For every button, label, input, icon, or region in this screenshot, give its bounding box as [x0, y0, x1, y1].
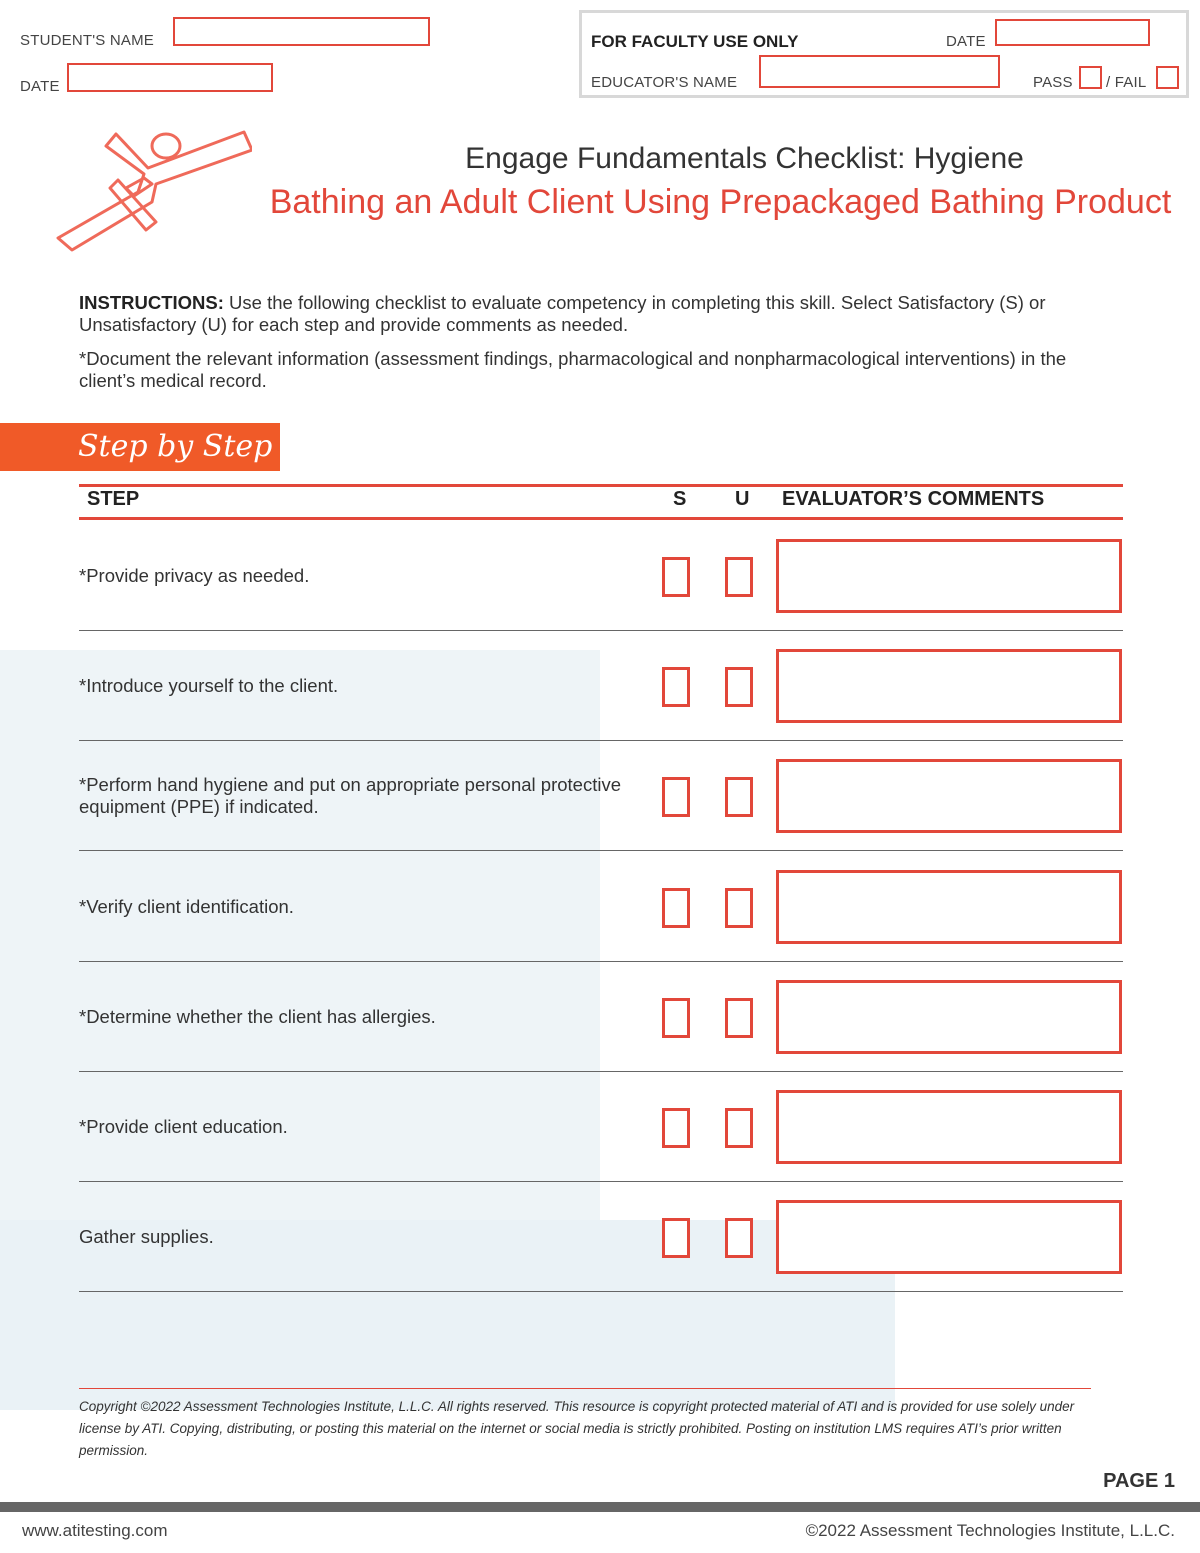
table-row [79, 631, 1123, 741]
copyright-notice: Copyright ©2022 Assessment Technologies Institute, L.L.C. All rights reserved. This resource is copyright protected material of ATI and is provided for use solely under license by ATI. Copying, distributing, or posting this material on the internet or social media is strictly prohibited. Posting on institution LMS requires ATI’s prior written permission. [79, 1399, 1075, 1458]
faculty-date-label: DATE [946, 33, 986, 50]
table-row [79, 852, 1123, 962]
instructions-text: Use the following checklist to evaluate competency in completing this skill. Select Satisfactory (S) or Unsatisfactory (U) for each step and provide comments as needed. [79, 292, 1046, 335]
page-number: PAGE 1 [1103, 1470, 1175, 1492]
column-header-step: STEP [87, 488, 140, 510]
company-copyright: ©2022 Assessment Technologies Institute, L.L.C. [805, 1521, 1175, 1540]
column-header-comments: EVALUATOR’S COMMENTS [782, 488, 1045, 510]
fail-checkbox[interactable] [1156, 66, 1179, 89]
column-header-s: S [673, 488, 687, 510]
instructions-label: INSTRUCTIONS: [79, 292, 224, 313]
website-link[interactable]: www.atitesting.com [22, 1521, 168, 1540]
unsatisfactory-checkbox[interactable] [725, 1218, 753, 1258]
step-text: *Provide client education. [79, 1115, 288, 1137]
step-text: Gather supplies. [79, 1225, 214, 1247]
satisfactory-checkbox[interactable] [662, 667, 690, 707]
ati-logo-icon [48, 126, 252, 268]
unsatisfactory-checkbox[interactable] [725, 557, 753, 597]
skill-title: Bathing an Adult Client Using Prepackaged Bathing Product [269, 183, 1172, 221]
satisfactory-checkbox[interactable] [662, 1108, 690, 1148]
step-text: *Introduce yourself to the client. [79, 674, 339, 696]
faculty-title: FOR FACULTY USE ONLY [591, 32, 799, 51]
educator-name-label: EDUCATOR'S NAME [591, 74, 738, 91]
table-row [79, 1072, 1123, 1182]
copyright-divider [79, 1388, 1091, 1389]
satisfactory-checkbox[interactable] [662, 557, 690, 597]
step-text: *Perform hand hygiene and put on appropriate personal protective equipment (PPE) if indicated. [79, 773, 621, 817]
section-banner-label: Step by Step [78, 429, 273, 464]
educator-name-field[interactable] [759, 55, 1000, 88]
satisfactory-checkbox[interactable] [662, 777, 690, 817]
column-header-u: U [735, 488, 750, 510]
footer-divider [0, 1502, 1200, 1512]
student-date-field[interactable] [67, 63, 273, 92]
student-name-label: STUDENT'S NAME [20, 32, 155, 49]
fail-label: / FAIL [1106, 74, 1147, 91]
table-row [79, 521, 1123, 631]
comment-field[interactable] [776, 649, 1122, 723]
comment-field[interactable] [776, 980, 1122, 1054]
student-name-field[interactable] [173, 17, 430, 46]
faculty-date-field[interactable] [995, 19, 1150, 46]
table-row [79, 962, 1123, 1072]
pass-label: PASS [1033, 74, 1073, 91]
comment-field[interactable] [776, 539, 1122, 613]
comment-field[interactable] [776, 1200, 1122, 1274]
step-text: *Determine whether the client has allergies. [79, 1005, 436, 1027]
satisfactory-checkbox[interactable] [662, 888, 690, 928]
step-text: *Verify client identification. [79, 895, 294, 917]
unsatisfactory-checkbox[interactable] [725, 1108, 753, 1148]
unsatisfactory-checkbox[interactable] [725, 777, 753, 817]
comment-field[interactable] [776, 759, 1122, 833]
unsatisfactory-checkbox[interactable] [725, 998, 753, 1038]
pass-checkbox[interactable] [1079, 66, 1102, 89]
unsatisfactory-checkbox[interactable] [725, 888, 753, 928]
unsatisfactory-checkbox[interactable] [725, 667, 753, 707]
step-text: *Provide privacy as needed. [79, 564, 310, 586]
instructions-paragraph [79, 292, 1069, 336]
satisfactory-checkbox[interactable] [662, 998, 690, 1038]
satisfactory-checkbox[interactable] [662, 1218, 690, 1258]
instructions [79, 292, 1069, 404]
checklist-title: Engage Fundamentals Checklist: Hygiene [465, 142, 1024, 175]
table-row [79, 741, 1123, 851]
comment-field[interactable] [776, 1090, 1122, 1164]
table-row [79, 1182, 1123, 1292]
documentation-note: *Document the relevant information (assessment findings, pharmacological and nonpharmacological interventions) in the client’s medical record. [79, 348, 1067, 391]
comment-field[interactable] [776, 870, 1122, 944]
student-date-label: DATE [20, 78, 60, 95]
